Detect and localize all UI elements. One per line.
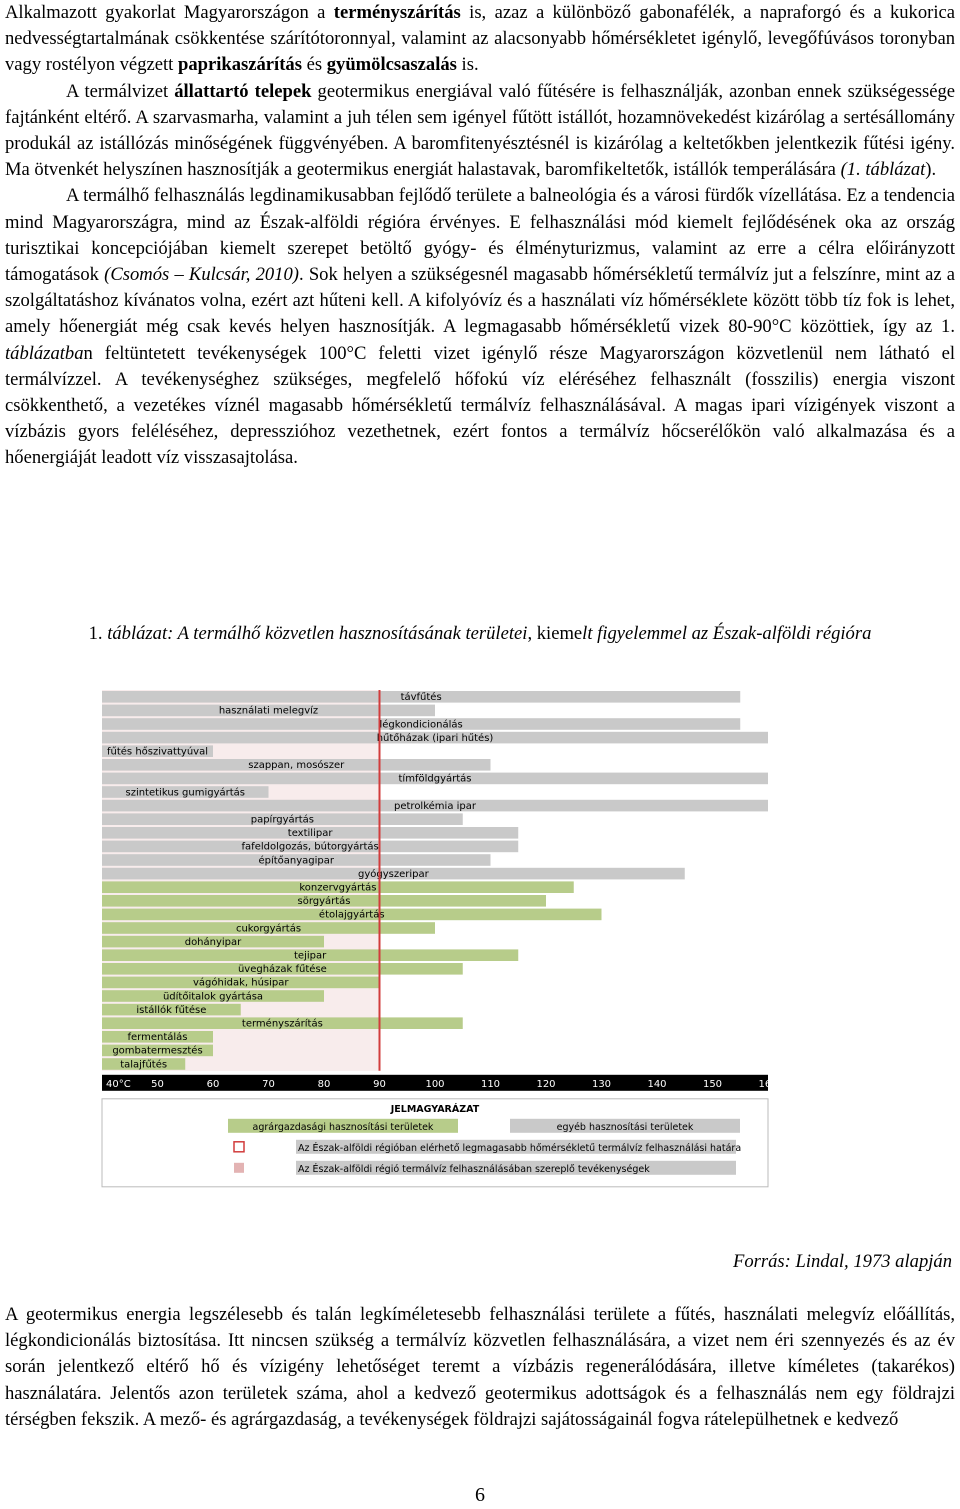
bar-label: távfűtés (400, 692, 442, 704)
text-run: n feltüntetett tevékenységek 100°C feletti vizet igénylő része Magyarországon közvetlenül nem látható el termálvízzel. A tevékenységhez szükséges, megfelelő hőfokú víz eléréséhez felhasznált (fosszilis) energia viszont csökkenthető, a vezetékes víznél magasabb hőmérsékletű termálvíz felhasználásával. A magas ipari vízigények viszont a vízbázis gyors feléléséhez, depresszióhoz vezethetnek, ezért fontos a termálvíz hőcserélőkön való alkalmazása és a hőenergiáját leadott víz visszasajtolása. (5, 342, 955, 469)
bar-label: fermentálás (127, 1032, 188, 1044)
temperature-usage-chart (100, 690, 778, 1190)
axis-tick-label: 100 (425, 1078, 445, 1090)
axis-tick-label: 40°C (106, 1078, 131, 1090)
text-run: és (301, 54, 327, 76)
axis-tick-label: 50 (151, 1078, 164, 1090)
caption-title: táblázat: A termálhő közvetlen hasznosításának területei (102, 623, 528, 644)
bar-label: étolajgyártás (318, 909, 385, 921)
text-run-bold: terményszárítás (333, 2, 461, 23)
text-run: . Sok helyen a szükségesnél magasabb hőmérsékletű termálvíz jut a felszínre, mint az a szolgáltatáshoz kívánatos volna, ezért azt hűteni kell. A kifolyóvíz és a használati víz hőmérséklete között több tíz fok is lehet, amely hőenergiát még csak kevés helyen hasznosítják. A legmagasabb hőmérsékletű vizek 80-90°C közöttiek, így az 1. (5, 264, 956, 338)
bar-label: szintetikus gumigyártás (125, 787, 246, 799)
bar-label: vágóhidak, húsipar (192, 977, 289, 989)
axis-tick-label: 60 (206, 1078, 220, 1090)
bar-label: petrolkémia ipar (394, 800, 476, 812)
source-note: Forrás: Lindal, 1973 alapján (732, 1251, 952, 1272)
legend-region: Az Észak-alföldi régió termálvíz felhasználásában szereplő tevékenységek (298, 1163, 650, 1175)
legend-title: JELMAGYARÁZAT (390, 1103, 480, 1115)
legend-agri: agrárgazdasági hasznosítási területek (252, 1121, 434, 1133)
axis-tick-label: 70 (262, 1078, 275, 1090)
text-run: ). (925, 159, 937, 181)
caption-connector: , kieme (527, 623, 583, 644)
bar-label: gombatermesztés (112, 1045, 203, 1057)
chart-svg (100, 690, 778, 1190)
text-run-bold: állattartó telepek (174, 80, 312, 102)
caption-region: lt figyelemmel az Észak-alföldi régióra (582, 623, 872, 644)
text-run-italic: (Csomós – Kulcsár, 2010) (104, 264, 299, 286)
bar-label: talajfűtés (120, 1059, 168, 1071)
bar-label: gyógyszeripar (358, 868, 429, 880)
bar-label: tímföldgyártás (398, 773, 472, 785)
text-run: geotermikus energiával való fűtésére is felhasználják, azonban ennek szükségessége fajtánként eltérő. A szarvasmarha, valamint a juh télen sem igényel fűtött istállót, hozamnövekedést kizárólag a sertésállomány produkál az istállózás minőségének függvényében. A baromfitenyésztésnél is kizárólag a keltetőkben jelentkezik fűtési igény. Ma ötvenkét helyszínen hasznosítják a geotermikus energiát halastavak, baromfikeltetők, istállók temperálására (5, 80, 956, 181)
bar-label: fűtés hőszivattyúval (107, 746, 208, 758)
axis-tick-label: 110 (480, 1078, 501, 1090)
legend-border: Az Észak-alföldi régióban elérhető legmagasabb hőmérsékletű termálvíz felhasználási határa (298, 1142, 742, 1154)
text-run: is, azaz a különböző gabonafélék, a napraforgó és a kukorica nedvességtartalmának csökkentése szárítótoronnyal, valamint az alacsonyabb hőmérsékletet igénylő, levegőfúvásos toronyban vagy rostélyon végzett (5, 2, 956, 76)
text-run: A termálhő felhasználás legdinamikusabban fejlődő területe a balneológia és a városi fürdők vízellátása. Ez a tendencia mind Magyarországra, mind az Észak-alföldi régióra érvényes. E felhasználási mód kiemelt fejlődésének oka az ország turisztikai koncepciójában kiemelt szerepet betöltő gyógy- és élményturizmus, valamint az erre a célra előirányzott támogatások (5, 185, 955, 286)
text-run: A geotermikus energia legszélesebb és talán legkíméletesebb felhasználási területe a fűtés, használati melegvíz előállítás, légkondicionálás biztosítása. Itt nincsen szükség a termálvíz közvetlen felhasználására, a vizet nem éri szennyezés és az év során jelentkező eltérő hő és vízigény lehetőséget teremt a vízbázis regenerálódására, illetve kíméletes (takarékos) használatára. Jelentős azon területek száma, ahol a kedvező geotermikus adottságok és a felhasználás nem egy földrajzi térségben fekszik. A mező- és agrárgazdaság, a tevékenységek földrajzi sajátosságainál fogva rátelepülhetnek e kedvező (5, 1304, 955, 1430)
bar-label: üvegházak fűtése (237, 964, 327, 976)
table-caption (40, 620, 920, 648)
text-run-italic: (1. tábláza (840, 159, 921, 181)
text-run-bold: paprikaszárítás (177, 54, 302, 76)
text-run: A termálvizet (66, 80, 175, 102)
bar-label: szappan, mosószer (248, 760, 345, 772)
page-number: 6 (475, 1484, 485, 1506)
bar-label: terményszárítás (241, 1018, 323, 1030)
bar-label: textilipar (287, 828, 333, 840)
bar-label: istállók fűtése (136, 1004, 207, 1016)
bar-label: fafeldolgozás, bútorgyártás (241, 841, 379, 853)
axis-tick-label: 130 (591, 1078, 612, 1090)
bar-label: cukorgyártás (235, 923, 302, 935)
axis-tick-label: 90 (373, 1078, 386, 1090)
bar-label: hűtőházak (ipari hűtés) (376, 732, 494, 744)
legend-other: egyéb hasznosítási területek (556, 1121, 694, 1133)
axis-tick-label: 140 (647, 1078, 667, 1090)
bar-label: dohányipar (184, 936, 242, 948)
text-run: is. (456, 54, 479, 76)
text-run-italic: t (920, 159, 926, 181)
axis-tick-label: 160 (758, 1078, 778, 1090)
axis-tick-label: 120 (536, 1078, 556, 1090)
text-run-italic: táblázatba (5, 342, 84, 364)
bar-label: használati melegvíz (218, 705, 319, 717)
body-paragraph-1 (5, 0, 955, 472)
bar-label: légkondicionálás (379, 719, 463, 731)
axis-tick-label: 150 (702, 1078, 723, 1090)
text-run: Alkalmazott gyakorlat Magyarországon a (5, 2, 334, 23)
bar-label: papírgyártás (250, 814, 315, 826)
body-paragraph-2 (5, 1302, 955, 1433)
axis-tick-label: 80 (317, 1078, 331, 1090)
caption-number: 1. (88, 623, 103, 644)
text-run-bold: gyümölcsaszalás (326, 54, 457, 76)
bar-label: sörgyártás (297, 896, 351, 908)
bar-label: üdítőitalok gyártása (162, 991, 264, 1003)
bar-label: építőanyagipar (258, 855, 335, 867)
legend-swatch-region (234, 1163, 244, 1173)
bar-label: tejipar (294, 950, 327, 962)
bar-label: konzervgyártás (299, 882, 377, 894)
